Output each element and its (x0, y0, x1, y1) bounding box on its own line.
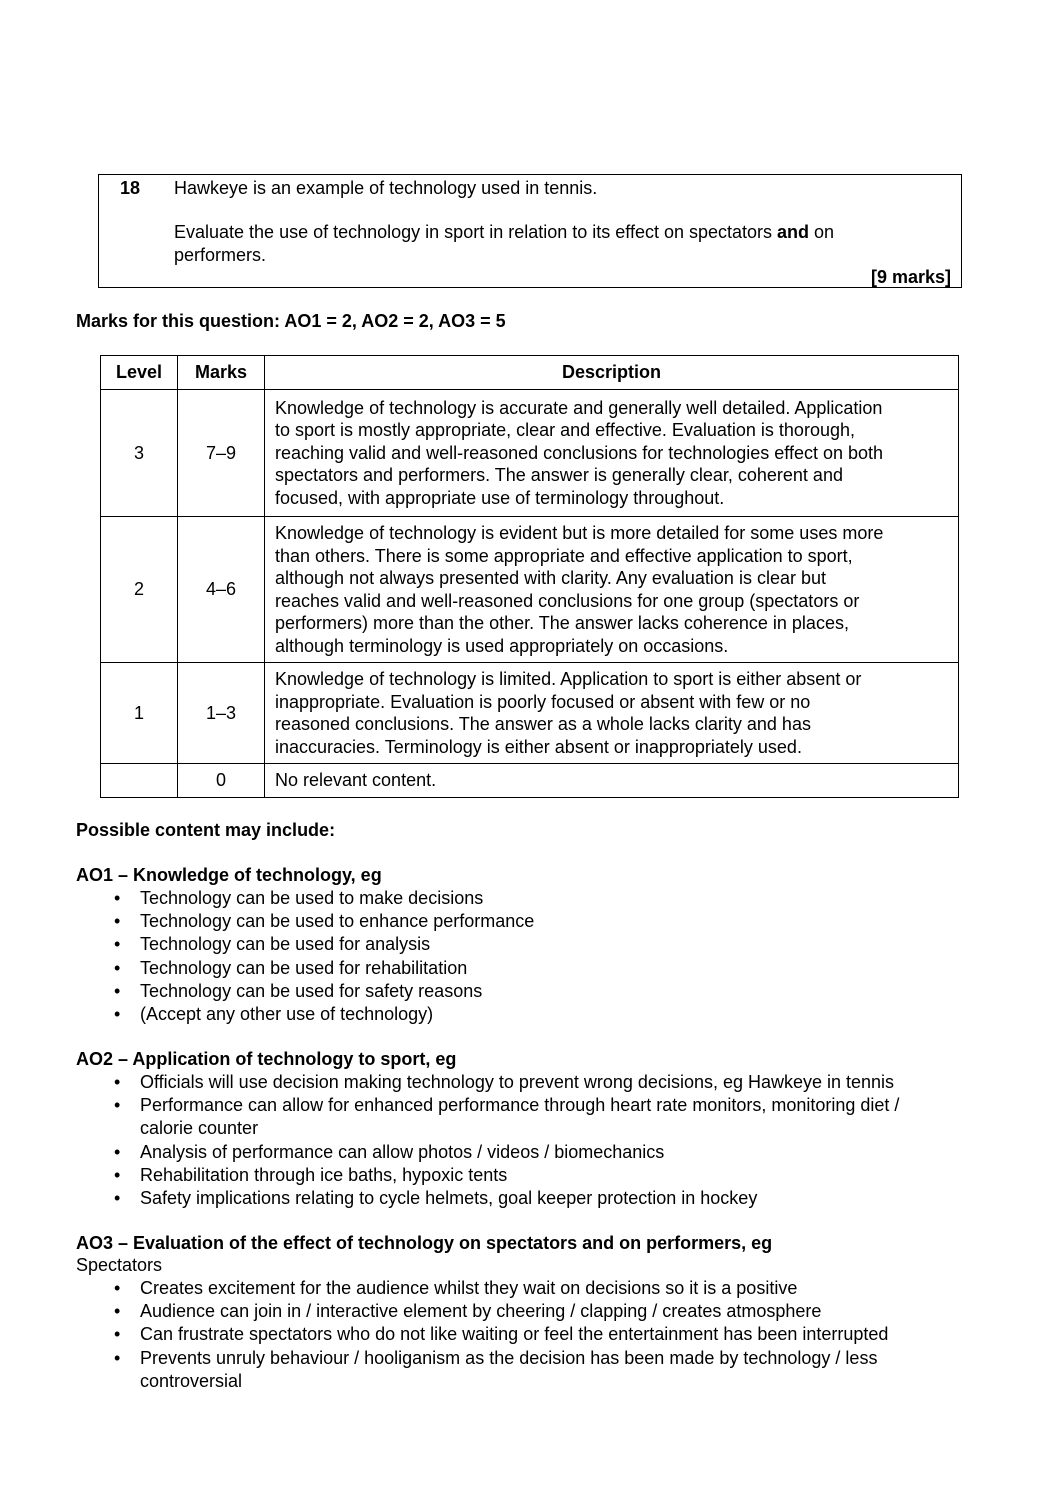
list-item-text: (Accept any other use of technology) (140, 1004, 434, 1025)
list-item-text: Analysis of performance can allow photos / videos / biomechanics (140, 1141, 665, 1162)
list-item (76, 1277, 888, 1300)
bullet-icon: • (114, 1164, 121, 1185)
list-item (76, 1141, 899, 1164)
question-number: 18 (120, 178, 141, 198)
table-row (101, 517, 959, 663)
list-item-text: Technology can be used for analysis (140, 934, 431, 955)
list-item (76, 910, 534, 933)
question-prompt (174, 221, 834, 244)
bullet-icon: • (114, 1347, 121, 1368)
ao3-heading: AO3 – Evaluation of the effect of technology on spectators and on performers, eg (76, 1233, 773, 1253)
bullet-icon: • (114, 1188, 121, 1209)
list-item (76, 1323, 888, 1346)
header-description: Description (265, 356, 959, 390)
prompt-text: Evaluate the use of technology in sport in relation to its effect on spectators (174, 222, 778, 242)
marks-cell: 1–3 (178, 663, 265, 764)
bullet-icon: • (114, 888, 121, 908)
ao2-heading: AO2 – Application of technology to sport, eg (76, 1049, 457, 1069)
list-item (76, 980, 534, 1003)
table-header-row (101, 356, 959, 390)
marks-cell: 7–9 (178, 390, 265, 517)
bullet-icon: • (114, 1095, 121, 1116)
list-item-text: Technology can be used to enhance performance (140, 911, 535, 932)
table-row (101, 663, 959, 764)
mark-scheme-table (100, 355, 959, 798)
header-level: Level (101, 356, 178, 390)
list-item-text: Technology can be used to make decisions (140, 888, 484, 908)
ao1-heading: AO1 – Knowledge of technology, eg (76, 865, 382, 885)
table-row (101, 764, 959, 798)
ao3-subheading: Spectators (76, 1255, 163, 1275)
list-item (76, 1071, 899, 1094)
list-item (76, 1003, 534, 1026)
list-item-text: Creates excitement for the audience whilst they wait on decisions so it is a positive (140, 1278, 798, 1298)
marks-summary: Marks for this question: AO1 = 2, AO2 = 2, AO3 = 5 (76, 311, 506, 331)
marks-cell: 4–6 (178, 517, 265, 663)
list-item-text: Officials will use decision making technology to prevent wrong decisions, eg Hawkeye in tennis (140, 1072, 895, 1092)
bullet-icon: • (114, 957, 121, 978)
bullet-icon: • (114, 1301, 121, 1322)
list-item-text: Audience can join in / interactive element by cheering / clapping / creates atmosphere (140, 1301, 822, 1322)
list-item (76, 1187, 899, 1210)
list-item-text: Performance can allow for enhanced performance through heart rate monitors, monitoring diet / calorie counter (140, 1095, 900, 1139)
header-marks: Marks (178, 356, 265, 390)
question-prompt-cont: performers. (174, 245, 267, 265)
list-item-text: Prevents unruly behaviour / hooliganism as the decision has been made by technology / less controversial (140, 1347, 878, 1391)
level-cell: 3 (101, 390, 178, 517)
list-item (76, 1164, 899, 1187)
bullet-icon: • (114, 980, 121, 1001)
bullet-icon: • (114, 1004, 121, 1025)
list-item-text: Technology can be used for rehabilitation (140, 957, 468, 978)
bullet-icon: • (114, 1324, 121, 1345)
description-cell: No relevant content. (265, 764, 959, 798)
list-item-text: Can frustrate spectators who do not like waiting or feel the entertainment has been interrupted (140, 1324, 889, 1345)
list-item (76, 1094, 899, 1140)
list-item (76, 1300, 888, 1323)
bullet-icon: • (114, 1072, 121, 1092)
bullet-icon: • (114, 934, 121, 955)
list-item (76, 887, 534, 910)
list-item-text: Safety implications relating to cycle helmets, goal keeper protection in hockey (140, 1188, 758, 1209)
list-item (76, 1347, 888, 1393)
list-item (76, 933, 534, 956)
level-cell (101, 764, 178, 798)
prompt-text-end: on (809, 222, 835, 242)
ao2-list (76, 1071, 899, 1210)
table-row (101, 390, 959, 517)
list-item-text: Rehabilitation through ice baths, hypoxic tents (140, 1164, 508, 1185)
list-item (76, 957, 534, 980)
question-box (98, 174, 962, 288)
list-item-text: Technology can be used for safety reasons (140, 980, 483, 1001)
description-cell: Knowledge of technology is evident but is more detailed for some uses more than others. There is some appropriate and effective application to sport, although not always presented with clarity. Any evaluation is clear but reaches valid and well-reasoned conclusions for one group (spectators or performers) more than the other. The answer lacks coherence in places, although terminology is used appropriately on occasions. (265, 517, 959, 663)
possible-content-heading: Possible content may include: (76, 820, 336, 840)
bullet-icon: • (114, 911, 121, 932)
level-cell: 2 (101, 517, 178, 663)
level-cell: 1 (101, 663, 178, 764)
bullet-icon: • (114, 1278, 121, 1298)
ao1-list (76, 887, 534, 1026)
description-cell: Knowledge of technology is accurate and generally well detailed. Application to sport is mostly appropriate, clear and effective. Evaluation is thorough, reaching valid and well-reasoned conclusions for technologies effect on both spectators and performers. The answer is generally clear, coherent and focused, with appropriate use of terminology throughout. (265, 390, 959, 517)
marks-cell: 0 (178, 764, 265, 798)
prompt-bold: and (777, 222, 810, 242)
ao3-list (76, 1277, 888, 1393)
bullet-icon: • (114, 1141, 121, 1162)
description-cell: Knowledge of technology is limited. Application to sport is either absent or inappropriate. Evaluation is poorly focused or absent with few or no reasoned conclusions. The answer as a whole lacks clarity and has inaccuracies. Terminology is either absent or inappropriately used. (265, 663, 959, 764)
question-intro: Hawkeye is an example of technology used in tennis. (174, 178, 598, 198)
question-marks: [9 marks] (870, 267, 951, 287)
